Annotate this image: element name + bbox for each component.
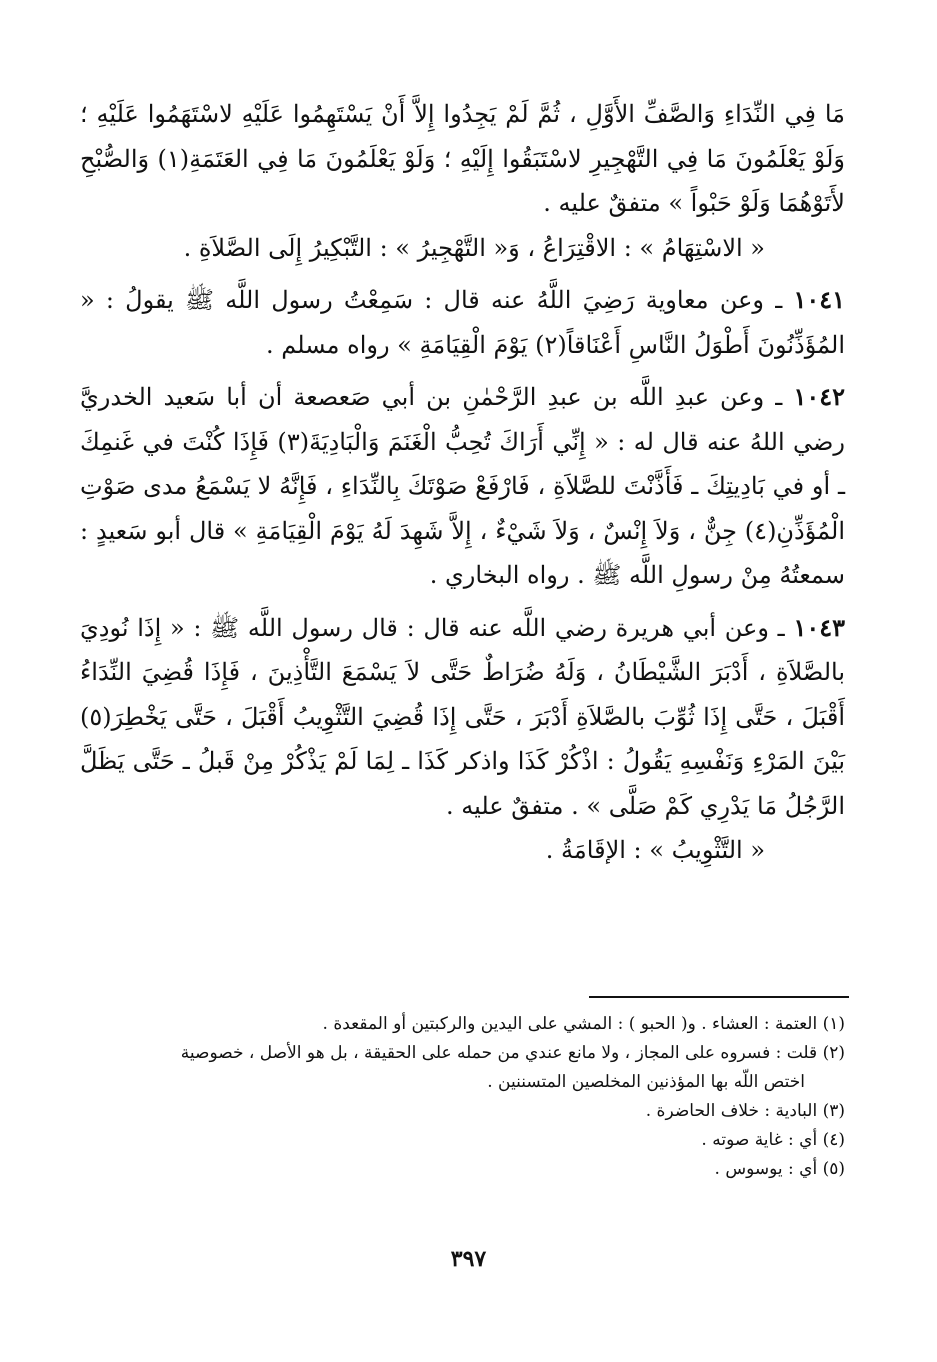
hadith-text: ـ وعن عبدِ اللَّه بن عبدِ الرَّحْمٰنِ بن أبي صَعصعة أن أبا سَعيد الخدريَّ رضي اللهُ عنه قال له : « إِنِّي أَرَاكَ تُحِبُّ الْغَنَمَ وَالْبَادِيَةَ(٣) فَإِذَا كُنْتَ في غَنمِكَ ـ أو في بَادِيتِكَ ـ فَأَذَّنْتَ للصَّلاَةِ ، فَارْفَعْ صَوْتَكَ بِالنِّدَاءِ ، فَإِنَّهُ لا يَسْمَعُ مدى صَوْتِ الْمُؤَذِّنِ(٤) جِنٌّ ، وَلاَ إِنْسٌ ، وَلاَ شَيْءٌ ، إِلاَّ شَهِدَ لَهُ يَوْمَ الْقِيَامَةِ » قال أبو سَعيدٍ : سمعتُهُ مِنْ رسولِ اللَّه ﷺ . رواه البخاري . (80, 383, 846, 589)
hadith-1041 (80, 278, 845, 367)
hadith-number: ١٠٤٣ (793, 612, 845, 642)
footnotes (80, 1010, 845, 1184)
hadith-1042 (80, 375, 845, 598)
footnote-5: (٥) أي : يوسوس . (714, 1159, 845, 1179)
page-number: ٣٩٧ (450, 1246, 487, 1272)
hadith-number: ١٠٤٢ (793, 382, 845, 411)
footnote-2: (٢) قلت : فسروه على المجاز ، ولا مانع عندي من حمله على الحقيقة ، بل هو الأصل ، خصوصية (180, 1043, 845, 1063)
footnote-4: (٤) أي : غاية صوته . (701, 1130, 845, 1150)
gloss-tathwib: « التَّثْوِيبُ » : الإقَامَةُ . (545, 836, 765, 864)
hadith-text: ـ وعن معاوية رَضِيَ اللَّهُ عنه قال : سَمِعْتُ رسول اللَّه ﷺ يقولُ : « المُؤَذِّنُونَ أَطْوَلُ النَّاسِ أَعْنَاقاً(٢) يَوْمَ الْقِيَامَةِ » رواه مسلم . (80, 286, 845, 359)
footnote-2-continuation: اختص اللّه بها المؤذنين المخلصين المتسننين . (487, 1072, 805, 1092)
footnote-1: (١) العتمة : العشاء . و( الحبو ) : المشي على اليدين والركبتين أو المقعدة . (322, 1014, 845, 1034)
paragraph-continuation: مَا فِي النِّدَاءِ وَالصَّفِّ الأَوَّلِ ، ثُمَّ لَمْ يَجِدُوا إِلاَّ أَنْ يَسْتَهِمُوا عَلَيْهِ لاسْتَهَمُوا عَلَيْهِ ؛ وَلَوْ يَعْلَمُونَ مَا فِي التَّهْجِيرِ لاسْتَبَقُوا إِلَيْهِ ؛ وَلَوْ يَعْلَمُونَ مَا فِي العَتَمَةِ(١) وَالصُّبْحِ لأَتَوْهُمَا وَلَوْ حَبْواً » متفقٌ عليه . (80, 100, 846, 217)
hadith-1043 (80, 606, 845, 829)
footnote-3: (٣) البادية : خلاف الحاضرة . (645, 1101, 845, 1121)
hadith-text: ـ وعن أبي هريرة رضي اللَّه عنه قال : قال رسول اللَّه ﷺ : « إِذَا نُودِيَ بالصَّلاَةِ ، أَدْبَرَ الشَّيْطَانُ ، وَلَهُ ضُرَاطٌ حَتَّى لاَ يَسْمَعَ التَّأْذِينَ ، فَإِذَا قُضِيَ النِّدَاءُ أَقْبَلَ ، حَتَّى إِذَا ثُوِّبَ بالصَّلاَةِ أَدْبَرَ ، حَتَّى إِذَا قُضِيَ التَّثْوِيبُ أَقْبَلَ ، حَتَّى يَخْطِرَ(٥) بَيْنَ المَرْءِ وَنَفْسِهِ يَقُولُ : اذْكُرْ كَذَا واذكر كَذَا ـ لِمَا لَمْ يَذْكُرْ مِنْ قَبلُ ـ حَتَّى يَظَلَّ الرَّجُلُ مَا يَدْرِي كَمْ صَلَّى » . متفقٌ عليه . (80, 613, 845, 820)
hadith-number: ١٠٤١ (793, 285, 845, 314)
gloss-istiham: « الاسْتِهَامُ » : الاقْتِرَاعُ ، وَ« التَّهْجِيرُ » : التَّبْكِيرُ إِلَى الصَّلاَةِ . (183, 233, 765, 262)
main-text (80, 92, 845, 873)
footnote-divider (589, 996, 849, 998)
